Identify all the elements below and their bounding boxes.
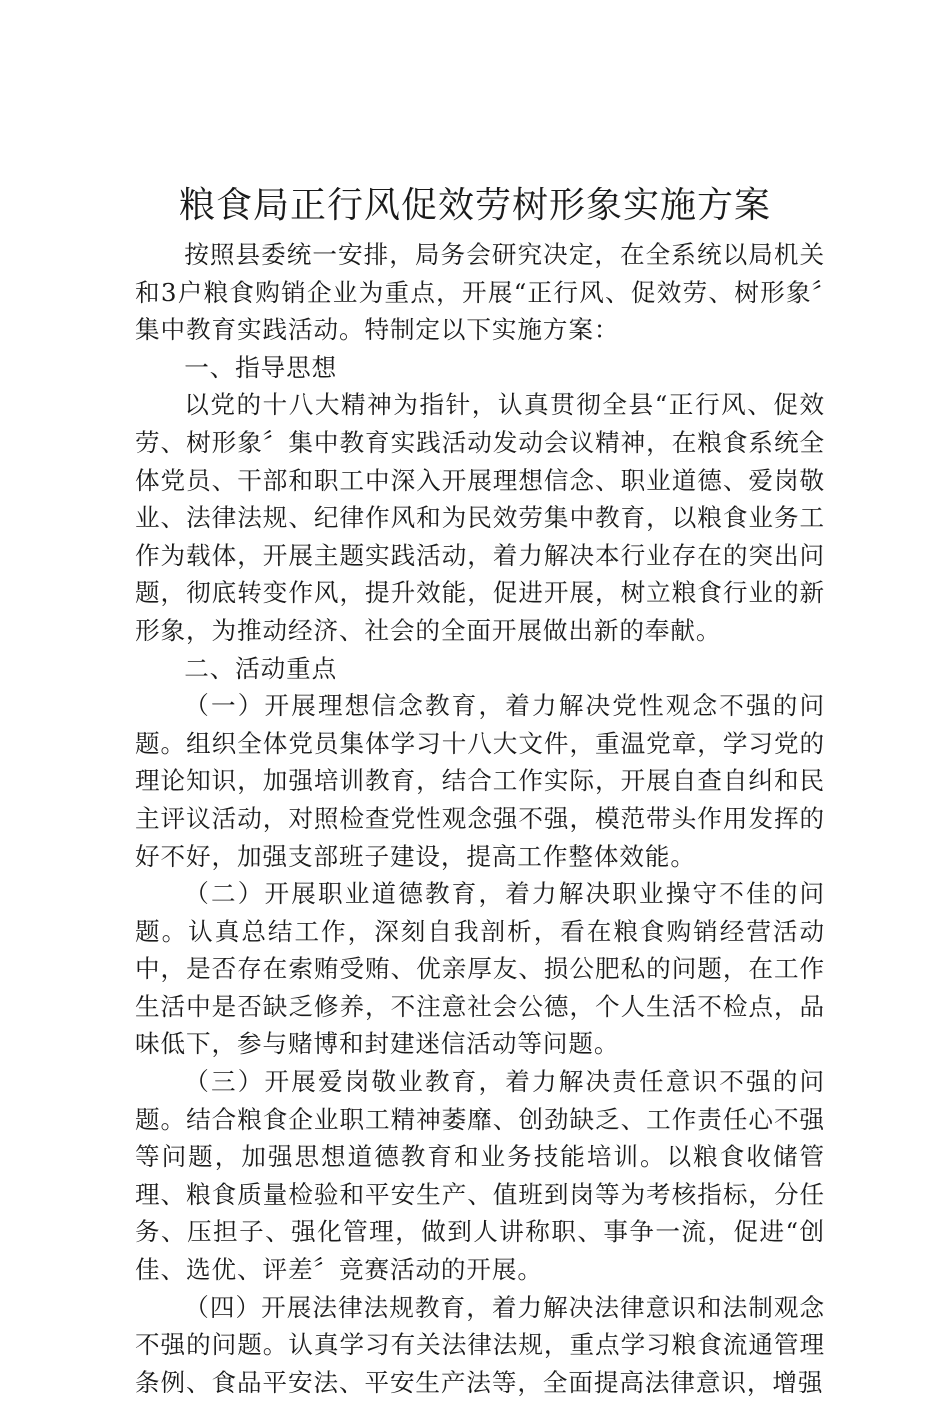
paragraph-focus-3: （三）开展爱岗敬业教育，着力解决责任意识不强的问题。结合粮食企业职工精神萎靡、创劲缺乏、工作责任心不强等问题，加强思想道德教育和业务技能培训。以粮食收储管理、粮食质量检验和平安生产、值班到岗等为考核指标，分任务、压担子、强化管理，做到人讲称职、事争一流，促进“创佳、选优、评差〞竞赛活动的开展。: [135, 1067, 825, 1285]
document-body: [135, 236, 825, 1401]
paragraph-intro: 按照县委统一安排，局务会研究决定，在全系统以局机关和3户粮食购销企业为重点，开展“正行风、促效劳、树形象〞集中教育实践活动。特制定以下实施方案：: [135, 240, 825, 345]
document-title: 粮食局正行风促效劳树形象实施方案: [178, 185, 771, 226]
section-heading-activity-focus: 二、活动重点: [184, 653, 338, 683]
paragraph-focus-2: （二）开展职业道德教育，着力解决职业操守不佳的问题。认真总结工作，深刻自我剖析，看在粮食购销经营活动中，是否存在索贿受贿、优亲厚友、损公肥私的问题，在工作生活中是否缺乏修养，不注意社会公德，个人生活不检点，品味低下，参与赌博和封建迷信活动等问题。: [135, 879, 825, 1059]
section-heading-guiding-ideology: 一、指导思想: [184, 352, 338, 382]
paragraph-focus-4: （四）开展法律法规教育，着力解决法律意识和法制观念不强的问题。认真学习有关法律法规，重点学习粮食流通管理条例、食品平安法、平安生产法等，全面提高法律意识，增强: [135, 1292, 825, 1397]
paragraph-guiding-ideology: 以党的十八大精神为指针，认真贯彻全县“正行风、促效劳、树形象〞集中教育实践活动发动会议精神，在粮食系统全体党员、干部和职工中深入开展理想信念、职业道德、爱岗敬业、法律法规、纪律作风和为民效劳集中教育，以粮食业务工作为载体，开展主题实践活动，着力解决本行业存在的突出问题，彻底转变作风，提升效能，促进开展，树立粮食行业的新形象，为推动经济、社会的全面开展做出新的奉献。: [135, 390, 825, 645]
paragraph-focus-1: （一）开展理想信念教育，着力解决党性观念不强的问题。组织全体党员集体学习十八大文件，重温党章，学习党的理论知识，加强培训教育，结合工作实际，开展自查自纠和民主评议活动，对照检查党性观念强不强，模范带头作用发挥的好不好，加强支部班子建设，提高工作整体效能。: [135, 691, 825, 871]
